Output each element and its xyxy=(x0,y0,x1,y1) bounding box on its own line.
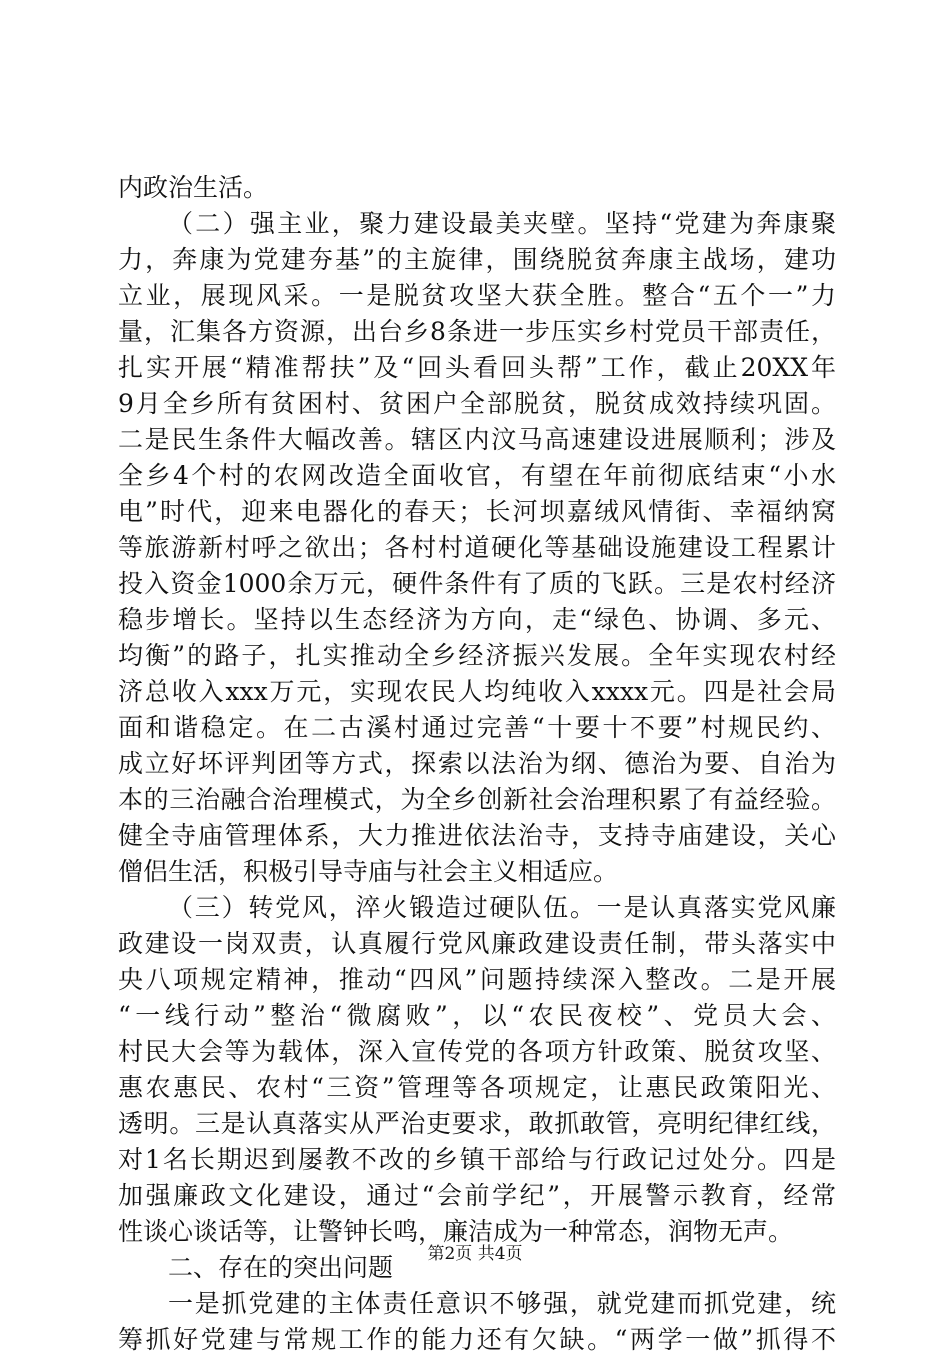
text-line: 加强廉政文化建设，通过“会前学纪”，开展警示教育，经常 xyxy=(118,1181,836,1210)
text-line: 健全寺庙管理体系，大力推进依法治寺，支持寺庙建设，关心 xyxy=(118,821,836,850)
text-line: 本的三治融合治理模式，为全乡创新社会治理积累了有益经验。 xyxy=(118,785,836,814)
text-line: 全乡4个村的农网改造全面收官，有望在年前彻底结束“小水 xyxy=(118,461,836,490)
text-line: 性谈心谈话等，让警钟长鸣，廉洁成为一种常态，润物无声。 xyxy=(118,1217,794,1246)
page-footer: 第2页 共4页 xyxy=(427,1244,523,1264)
text-line: 政建设一岗双责，认真履行党风廉政建设责任制，带头落实中 xyxy=(118,929,836,958)
text-line: “一线行动”整治“微腐败”，以“农民夜校”、党员大会、 xyxy=(118,1001,836,1030)
text-line: （二）强主业，聚力建设最美夹壁。坚持“党建为奔康聚 xyxy=(168,209,836,238)
text-line: 扎实开展“精准帮扶”及“回头看回头帮”工作，截止20XX年 xyxy=(118,353,836,382)
text-line: 9月全乡所有贫困村、贫困户全部脱贫，脱贫成效持续巩固。 xyxy=(118,389,836,418)
text-line: （三）转党风，淬火锻造过硬队伍。一是认真落实党风廉 xyxy=(168,893,836,922)
text-line: 成立好坏评判团等方式，探索以法治为纲、德治为要、自治为 xyxy=(118,749,836,778)
document-body xyxy=(118,170,836,1358)
text-line: 二、存在的突出问题 xyxy=(168,1253,394,1282)
text-line: 稳步增长。坚持以生态经济为方向，走“绿色、协调、多元、 xyxy=(118,605,836,634)
text-line: 对1名长期迟到屡教不改的乡镇干部给与行政记过处分。四是 xyxy=(118,1145,836,1174)
text-line: 透明。三是认真落实从严治吏要求，敢抓敢管，亮明纪律红线， xyxy=(118,1109,836,1138)
text-line: 济总收入xxx万元，实现农民人均纯收入xxxx元。四是社会局 xyxy=(118,677,836,706)
text-line: 村民大会等为载体，深入宣传党的各项方针政策、脱贫攻坚、 xyxy=(118,1037,836,1066)
text-line: 二是民生条件大幅改善。辖区内汶马高速建设进展顺利；涉及 xyxy=(118,425,836,454)
text-line: 一是抓党建的主体责任意识不够强，就党建而抓党建，统 xyxy=(168,1289,836,1318)
text-line: 面和谐稳定。在二古溪村通过完善“十要十不要”村规民约、 xyxy=(118,713,836,742)
text-line: 立业，展现风采。一是脱贫攻坚大获全胜。整合“五个一”力 xyxy=(118,281,836,310)
text-line: 力，奔康为党建夯基”的主旋律，围绕脱贫奔康主战场，建功 xyxy=(118,245,836,274)
text-line: 惠农惠民、农村“三资”管理等各项规定，让惠民政策阳光、 xyxy=(118,1073,836,1102)
text-line: 投入资金1000余万元，硬件条件有了质的飞跃。三是农村经济 xyxy=(118,569,836,598)
text-line: 量，汇集各方资源，出台乡8条进一步压实乡村党员干部责任， xyxy=(118,317,836,346)
text-line: 内政治生活。 xyxy=(118,173,269,202)
text-line: 电”时代，迎来电器化的春天；长河坝嘉绒风情街、幸福纳窝 xyxy=(118,497,836,526)
text-line: 等旅游新村呼之欲出；各村村道硬化等基础设施建设工程累计 xyxy=(118,533,836,562)
text-line: 均衡”的路子，扎实推动全乡经济振兴发展。全年实现农村经 xyxy=(118,641,836,670)
text-line: 筹抓好党建与常规工作的能力还有欠缺。“两学一做”抓得不 xyxy=(118,1325,836,1354)
text-line: 央八项规定精神，推动“四风”问题持续深入整改。二是开展 xyxy=(118,965,836,994)
text-line: 僧侣生活，积极引导寺庙与社会主义相适应。 xyxy=(118,857,619,886)
